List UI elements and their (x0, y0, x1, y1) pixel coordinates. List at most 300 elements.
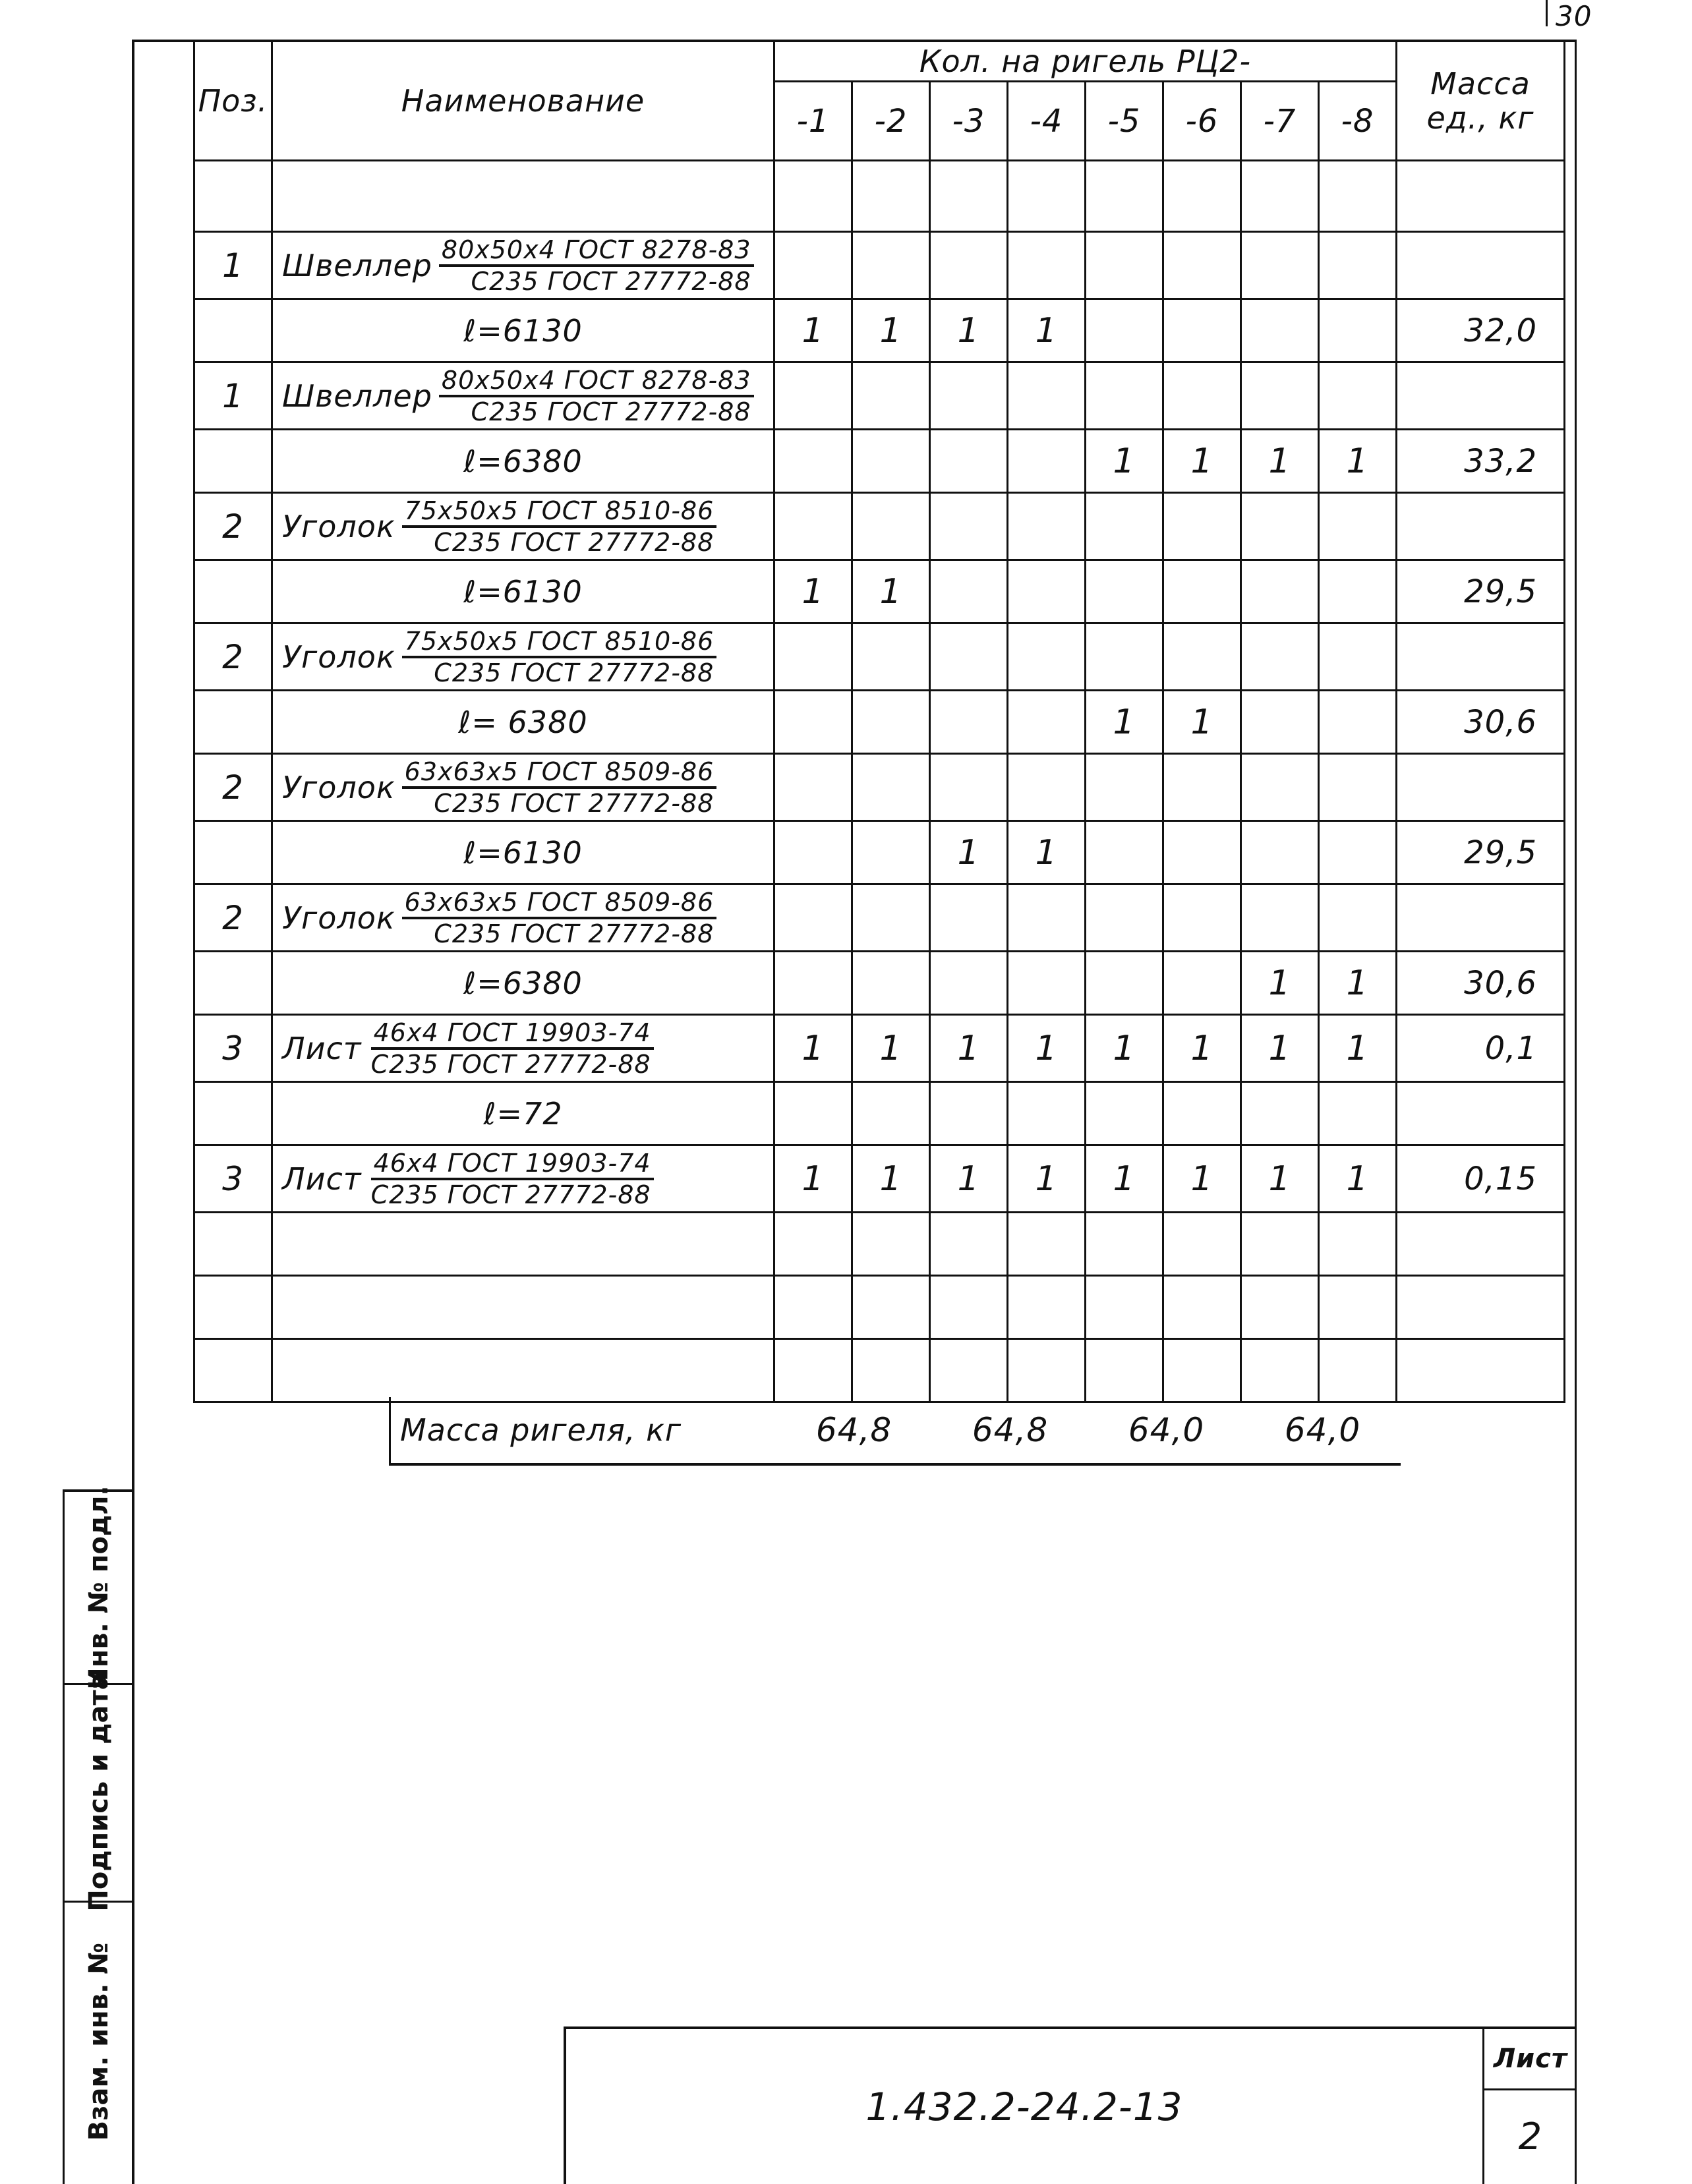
steel-standard: С235 ГОСТ 27772-88 (471, 266, 751, 296)
document-code: 1.432.2-24.2-13 (865, 2084, 1183, 2129)
name-cell (272, 623, 774, 691)
qty-cell (1241, 623, 1319, 691)
qty-cell (1319, 161, 1397, 232)
mass-cell: 0,1 (1397, 1015, 1565, 1082)
qty-cell: 1 (852, 1015, 930, 1082)
qty-cell (930, 430, 1008, 493)
material-spec (368, 1149, 654, 1209)
qty-cell (1241, 1213, 1319, 1276)
qty-cell (852, 1276, 930, 1339)
qty-cell (1319, 1276, 1397, 1339)
header-pos: Поз. (194, 41, 272, 161)
header-variant: -5 (1086, 82, 1163, 161)
table-row (194, 1339, 1565, 1402)
table-row (194, 754, 1565, 821)
qty-cell (1319, 560, 1397, 623)
mass-cell: 30,6 (1397, 691, 1565, 754)
strip-cell-replace (65, 1901, 134, 2183)
mass-cell (1397, 362, 1565, 430)
qty-cell (852, 754, 930, 821)
qty-cell: 1 (1008, 1015, 1086, 1082)
mass-cell: 29,5 (1397, 821, 1565, 884)
material-type: Лист (282, 1030, 362, 1066)
qty-cell (930, 493, 1008, 560)
qty-cell: 1 (1008, 1145, 1086, 1213)
qty-cell (852, 1213, 930, 1276)
qty-cell (1319, 299, 1397, 362)
sheet-label: Лист (1484, 2029, 1577, 2090)
qty-cell: 1 (1163, 691, 1241, 754)
qty-cell (1319, 623, 1397, 691)
mass-cell (1397, 1082, 1565, 1145)
qty-cell (1319, 362, 1397, 430)
table-row (194, 560, 1565, 623)
mass-cell (1397, 161, 1565, 232)
material-type: Швеллер (282, 378, 432, 414)
qty-cell (1086, 161, 1163, 232)
name-cell (272, 1145, 774, 1213)
header-mass: Масса ед., кг (1397, 41, 1565, 161)
total-mass-value: 64,0 (1284, 1411, 1361, 1449)
material-type: Уголок (282, 639, 395, 675)
mass-cell (1397, 493, 1565, 560)
material-type: Лист (282, 1161, 362, 1197)
qty-cell (1163, 232, 1241, 299)
qty-cell (1319, 1339, 1397, 1402)
qty-cell (774, 1339, 852, 1402)
table-row (194, 821, 1565, 884)
qty-cell (852, 623, 930, 691)
qty-cell: 1 (1241, 1145, 1319, 1213)
qty-cell: 1 (930, 821, 1008, 884)
mass-cell: 32,0 (1397, 299, 1565, 362)
pos-cell (194, 560, 272, 623)
qty-cell: 1 (1319, 1145, 1397, 1213)
qty-cell (1163, 493, 1241, 560)
material-spec (368, 1018, 654, 1079)
qty-cell (774, 1213, 852, 1276)
strip-label-replace: Взам. инв. № (84, 1942, 114, 2141)
qty-cell: 1 (930, 299, 1008, 362)
table-row (194, 623, 1565, 691)
qty-cell (1008, 884, 1086, 952)
qty-cell: 1 (1086, 1015, 1163, 1082)
qty-cell: 1 (1086, 430, 1163, 493)
pos-cell (194, 161, 272, 232)
material-type: Уголок (282, 508, 395, 544)
name-cell (272, 299, 774, 362)
qty-cell (852, 493, 930, 560)
mass-cell: 0,15 (1397, 1145, 1565, 1213)
qty-cell: 1 (1319, 1015, 1397, 1082)
qty-cell (930, 754, 1008, 821)
qty-cell (1008, 493, 1086, 560)
table-row (194, 362, 1565, 430)
qty-cell (774, 362, 852, 430)
qty-cell (852, 952, 930, 1015)
mass-cell (1397, 1276, 1565, 1339)
total-mass-value: 64,8 (815, 1411, 892, 1449)
material-spec (439, 366, 754, 426)
qty-cell (1008, 430, 1086, 493)
sheet-number: 2 (1518, 2115, 1543, 2158)
strip-cell-inventory (65, 1485, 134, 1690)
qty-cell (930, 1213, 1008, 1276)
qty-cell (1241, 1276, 1319, 1339)
qty-cell (852, 362, 930, 430)
steel-standard: С235 ГОСТ 27772-88 (434, 788, 715, 818)
qty-cell (1086, 299, 1163, 362)
qty-cell: 1 (852, 560, 930, 623)
qty-cell: 1 (1241, 952, 1319, 1015)
strip-cell-signature (65, 1672, 134, 1912)
total-mass-value: 64,0 (1128, 1411, 1205, 1449)
qty-cell (1241, 493, 1319, 560)
header-variant: -3 (930, 82, 1008, 161)
header-variant: -6 (1163, 82, 1241, 161)
pos-cell (194, 1213, 272, 1276)
mass-cell (1397, 1213, 1565, 1276)
qty-cell (1163, 623, 1241, 691)
qty-cell (1086, 754, 1163, 821)
total-mass-label: Масса ригеля, кг (400, 1412, 682, 1448)
qty-cell (852, 232, 930, 299)
qty-cell (1163, 161, 1241, 232)
qty-cell (774, 691, 852, 754)
mass-cell: 30,6 (1397, 952, 1565, 1015)
name-cell (272, 1339, 774, 1402)
qty-cell (930, 362, 1008, 430)
name-cell (272, 1276, 774, 1339)
mass-cell (1397, 884, 1565, 952)
page-number: 30 (1556, 0, 1592, 32)
qty-cell: 1 (852, 299, 930, 362)
strip-label-inventory: Инв. № подл. (84, 1485, 114, 1690)
qty-cell: 1 (1163, 1145, 1241, 1213)
qty-cell (1163, 952, 1241, 1015)
qty-cell: 1 (1241, 1015, 1319, 1082)
qty-cell (1319, 691, 1397, 754)
header-variant: -8 (1319, 82, 1397, 161)
qty-cell (1008, 691, 1086, 754)
length-value: ℓ=6130 (463, 312, 583, 349)
qty-cell (1163, 1082, 1241, 1145)
qty-cell (774, 430, 852, 493)
total-mass-value: 64,8 (972, 1411, 1049, 1449)
qty-cell: 1 (1086, 1145, 1163, 1213)
qty-cell (1163, 1213, 1241, 1276)
strip-label-signature: Подпись и дата (84, 1672, 114, 1912)
qty-cell (930, 952, 1008, 1015)
qty-cell (1008, 1213, 1086, 1276)
name-cell (272, 1082, 774, 1145)
qty-cell (1086, 493, 1163, 560)
name-cell (272, 1213, 774, 1276)
qty-cell (1241, 884, 1319, 952)
qty-cell (930, 691, 1008, 754)
qty-cell (930, 884, 1008, 952)
profile-standard: 75х50х5 ГОСТ 8510-86 (402, 627, 717, 658)
qty-cell: 1 (852, 1145, 930, 1213)
qty-cell (1241, 560, 1319, 623)
qty-cell (1319, 1213, 1397, 1276)
qty-cell (1241, 362, 1319, 430)
qty-cell (1163, 362, 1241, 430)
qty-cell (852, 821, 930, 884)
steel-standard: С235 ГОСТ 27772-88 (434, 658, 715, 687)
qty-cell (1163, 884, 1241, 952)
profile-standard: 46х4 ГОСТ 19903-74 (371, 1018, 654, 1050)
corner-divider (1546, 0, 1548, 26)
qty-cell (1241, 1339, 1319, 1402)
pos-cell: 2 (194, 754, 272, 821)
qty-cell (1163, 299, 1241, 362)
qty-cell (1163, 1276, 1241, 1339)
qty-cell (1008, 161, 1086, 232)
specification-table (193, 40, 1565, 1403)
qty-cell (774, 1276, 852, 1339)
steel-standard: С235 ГОСТ 27772-88 (370, 1049, 651, 1079)
table-row (194, 232, 1565, 299)
qty-cell (852, 161, 930, 232)
name-cell (272, 493, 774, 560)
qty-cell (1241, 161, 1319, 232)
name-cell (272, 821, 774, 884)
qty-cell: 1 (1008, 299, 1086, 362)
length-value: ℓ=6130 (463, 573, 583, 610)
qty-cell (1008, 623, 1086, 691)
qty-cell (852, 1082, 930, 1145)
pos-cell (194, 299, 272, 362)
name-cell (272, 1015, 774, 1082)
qty-cell (1241, 691, 1319, 754)
steel-standard: С235 ГОСТ 27772-88 (434, 527, 715, 557)
qty-cell (1241, 1082, 1319, 1145)
qty-cell: 1 (930, 1145, 1008, 1213)
mass-cell (1397, 623, 1565, 691)
qty-cell: 1 (774, 560, 852, 623)
qty-cell (1163, 560, 1241, 623)
qty-cell (774, 821, 852, 884)
qty-cell (1086, 1276, 1163, 1339)
qty-cell (930, 1276, 1008, 1339)
table-row (194, 1213, 1565, 1276)
pos-cell (194, 1339, 272, 1402)
qty-cell: 1 (1163, 430, 1241, 493)
pos-cell: 1 (194, 232, 272, 299)
qty-cell (1008, 362, 1086, 430)
name-cell (272, 691, 774, 754)
material-spec (402, 496, 717, 557)
pos-cell: 1 (194, 362, 272, 430)
qty-cell: 1 (1319, 952, 1397, 1015)
length-value: ℓ=72 (483, 1095, 563, 1132)
qty-cell (1008, 232, 1086, 299)
qty-cell (774, 493, 852, 560)
qty-cell: 1 (774, 1145, 852, 1213)
table-row (194, 884, 1565, 952)
profile-standard: 63х63х5 ГОСТ 8509-86 (402, 757, 717, 789)
qty-cell (852, 884, 930, 952)
qty-cell (774, 754, 852, 821)
qty-cell (1086, 232, 1163, 299)
qty-cell (774, 1082, 852, 1145)
total-mass-row (389, 1397, 1401, 1466)
material-type: Уголок (282, 900, 395, 936)
mass-cell: 33,2 (1397, 430, 1565, 493)
mass-cell (1397, 754, 1565, 821)
qty-cell (930, 623, 1008, 691)
qty-cell (852, 430, 930, 493)
profile-standard: 63х63х5 ГОСТ 8509-86 (402, 888, 717, 919)
profile-standard: 80х50х4 ГОСТ 8278-83 (439, 366, 754, 397)
qty-cell (1241, 232, 1319, 299)
name-cell (272, 161, 774, 232)
qty-cell (930, 1082, 1008, 1145)
qty-cell (1008, 1276, 1086, 1339)
profile-standard: 80х50х4 ГОСТ 8278-83 (439, 235, 754, 267)
mass-cell (1397, 232, 1565, 299)
qty-cell: 1 (1319, 430, 1397, 493)
qty-cell (852, 1339, 930, 1402)
header-name: Наименование (272, 41, 774, 161)
qty-cell (1319, 884, 1397, 952)
qty-cell (930, 1339, 1008, 1402)
mass-cell: 29,5 (1397, 560, 1565, 623)
pos-cell (194, 821, 272, 884)
qty-cell: 1 (930, 1015, 1008, 1082)
pos-cell (194, 952, 272, 1015)
steel-standard: С235 ГОСТ 27772-88 (434, 919, 715, 948)
qty-cell (1319, 1082, 1397, 1145)
table-row (194, 1015, 1565, 1082)
qty-cell: 1 (1241, 430, 1319, 493)
table-row (194, 1145, 1565, 1213)
qty-cell (930, 161, 1008, 232)
header-variant: -4 (1008, 82, 1086, 161)
header-variant: -1 (774, 82, 852, 161)
pos-cell: 2 (194, 493, 272, 560)
qty-cell (852, 691, 930, 754)
qty-cell: 1 (774, 1015, 852, 1082)
qty-cell (1163, 754, 1241, 821)
qty-cell (1086, 560, 1163, 623)
qty-cell: 1 (1163, 1015, 1241, 1082)
profile-standard: 75х50х5 ГОСТ 8510-86 (402, 496, 717, 528)
qty-cell (1319, 821, 1397, 884)
pos-cell (194, 1082, 272, 1145)
qty-cell (1008, 952, 1086, 1015)
pos-cell: 3 (194, 1015, 272, 1082)
qty-cell (1319, 232, 1397, 299)
qty-cell (1086, 952, 1163, 1015)
name-cell (272, 430, 774, 493)
steel-standard: С235 ГОСТ 27772-88 (471, 397, 751, 426)
name-cell (272, 232, 774, 299)
qty-cell (774, 884, 852, 952)
header-variant: -7 (1241, 82, 1319, 161)
table-row (194, 1082, 1565, 1145)
qty-cell (1163, 1339, 1241, 1402)
qty-cell (1008, 1339, 1086, 1402)
profile-standard: 46х4 ГОСТ 19903-74 (371, 1149, 654, 1180)
qty-cell (1008, 560, 1086, 623)
qty-cell (774, 161, 852, 232)
title-block (564, 2026, 1575, 2184)
material-spec (439, 235, 754, 296)
name-cell (272, 560, 774, 623)
name-cell (272, 884, 774, 952)
length-value: ℓ=6380 (463, 443, 583, 479)
qty-cell: 1 (774, 299, 852, 362)
material-type: Швеллер (282, 247, 432, 283)
table-row (194, 493, 1565, 560)
table-row (194, 952, 1565, 1015)
material-spec (402, 888, 717, 948)
table-row (194, 430, 1565, 493)
name-cell (272, 362, 774, 430)
qty-cell (1241, 299, 1319, 362)
qty-cell (774, 952, 852, 1015)
pos-cell: 2 (194, 884, 272, 952)
qty-cell (774, 232, 852, 299)
qty-cell (1241, 821, 1319, 884)
qty-cell: 1 (1008, 821, 1086, 884)
table-row (194, 1276, 1565, 1339)
table-row (194, 161, 1565, 232)
pos-cell (194, 691, 272, 754)
length-value: ℓ=6130 (463, 834, 583, 871)
qty-cell (1241, 754, 1319, 821)
qty-cell (1319, 754, 1397, 821)
material-spec (402, 627, 717, 687)
qty-cell (774, 623, 852, 691)
sheet-box (1482, 2029, 1577, 2184)
length-value: ℓ= 6380 (458, 704, 588, 740)
qty-cell (1086, 1213, 1163, 1276)
table-row (194, 691, 1565, 754)
qty-cell (1163, 821, 1241, 884)
header-variant: -2 (852, 82, 930, 161)
qty-cell: 1 (1086, 691, 1163, 754)
pos-cell (194, 1276, 272, 1339)
qty-cell (1008, 754, 1086, 821)
qty-cell (1086, 623, 1163, 691)
qty-cell (1008, 1082, 1086, 1145)
pos-cell (194, 430, 272, 493)
side-approval-strip (63, 1485, 134, 2184)
material-type: Уголок (282, 769, 395, 805)
qty-cell (1086, 362, 1163, 430)
steel-standard: С235 ГОСТ 27772-88 (370, 1180, 651, 1209)
pos-cell: 3 (194, 1145, 272, 1213)
header-qty: Кол. на ригель РЦ2- (774, 41, 1397, 82)
mass-cell (1397, 1339, 1565, 1402)
name-cell (272, 952, 774, 1015)
qty-cell (930, 560, 1008, 623)
material-spec (402, 757, 717, 818)
qty-cell (1086, 1082, 1163, 1145)
name-cell (272, 754, 774, 821)
pos-cell: 2 (194, 623, 272, 691)
qty-cell (1086, 821, 1163, 884)
length-value: ℓ=6380 (463, 965, 583, 1001)
table-row (194, 299, 1565, 362)
qty-cell (930, 232, 1008, 299)
qty-cell (1319, 493, 1397, 560)
qty-cell (1086, 1339, 1163, 1402)
qty-cell (1086, 884, 1163, 952)
